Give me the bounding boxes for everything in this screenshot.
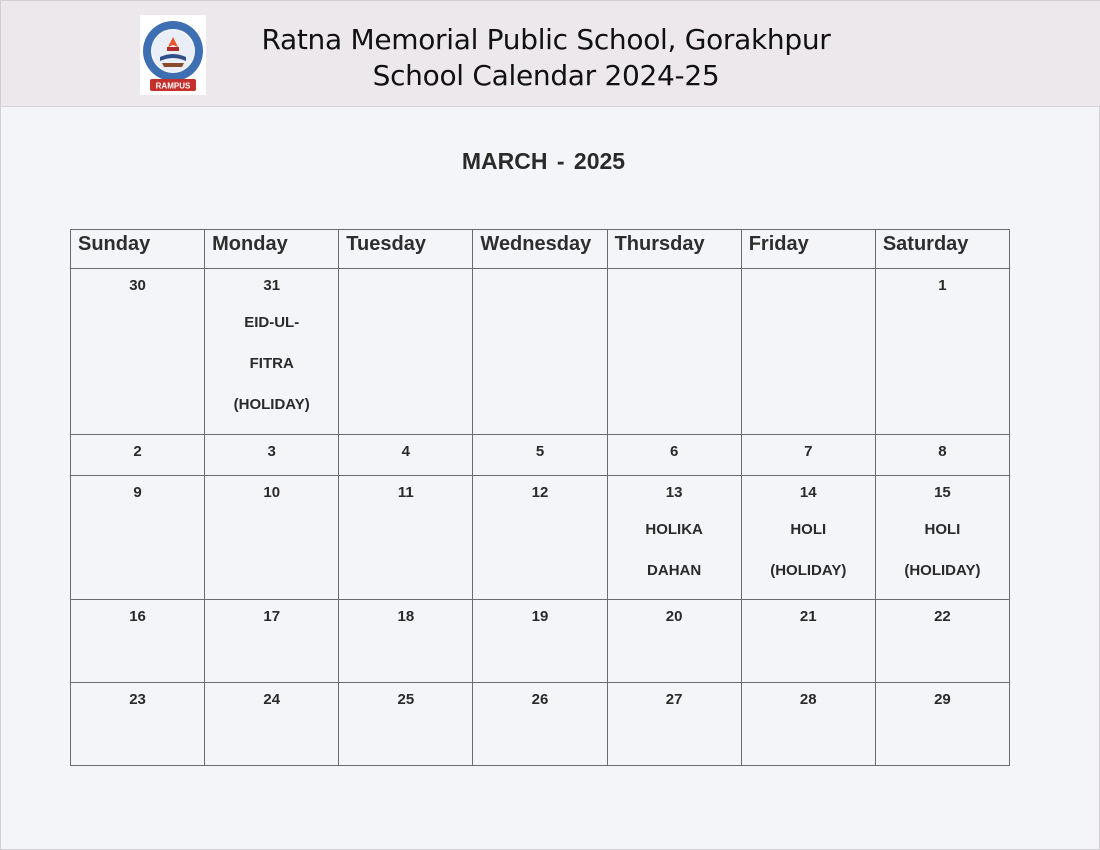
weekday-friday: Friday bbox=[741, 230, 875, 269]
day-cell bbox=[607, 269, 741, 435]
day-cell bbox=[339, 435, 473, 476]
day-cell bbox=[741, 269, 875, 435]
school-name: Ratna Memorial Public School, Gorakhpur bbox=[261, 23, 831, 56]
day-number: 13 bbox=[665, 484, 683, 501]
day-cell bbox=[473, 269, 607, 435]
day-number bbox=[473, 269, 606, 277]
event-text: (HOLIDAY) bbox=[233, 396, 310, 413]
weekday-thursday: Thursday bbox=[607, 230, 741, 269]
week-row bbox=[71, 476, 1010, 600]
day-number: 10 bbox=[263, 484, 281, 501]
day-cell bbox=[473, 476, 607, 600]
calendar-title: School Calendar 2024-25 bbox=[372, 59, 720, 92]
weekday-wednesday: Wednesday bbox=[473, 230, 607, 269]
week-row bbox=[71, 683, 1010, 766]
day-number: 3 bbox=[267, 443, 276, 460]
day-number: 5 bbox=[535, 443, 545, 460]
weekday-tuesday: Tuesday bbox=[339, 230, 473, 269]
logo-label: RAMPUS bbox=[155, 81, 191, 91]
day-number: 17 bbox=[263, 608, 281, 625]
day-number: 24 bbox=[263, 691, 281, 708]
event-text: FITRA bbox=[249, 355, 294, 372]
day-number: 21 bbox=[799, 608, 817, 625]
day-number: 26 bbox=[531, 691, 549, 708]
day-number: 7 bbox=[804, 443, 813, 460]
weekday-monday: Monday bbox=[205, 230, 339, 269]
day-cell bbox=[741, 476, 875, 600]
weekday-header-row bbox=[71, 230, 1010, 269]
day-number: 12 bbox=[531, 484, 549, 501]
day-number: 16 bbox=[129, 608, 146, 625]
day-number: 9 bbox=[133, 484, 142, 501]
day-number: 28 bbox=[799, 691, 817, 708]
day-cell bbox=[473, 435, 607, 476]
day-number: 8 bbox=[938, 443, 947, 460]
day-cell bbox=[473, 683, 607, 766]
event-text: DAHAN bbox=[647, 562, 702, 579]
day-number: 20 bbox=[665, 608, 683, 625]
day-cell bbox=[741, 600, 875, 683]
day-number bbox=[339, 269, 472, 277]
day-cell bbox=[875, 600, 1009, 683]
day-cell bbox=[607, 435, 741, 476]
day-cell bbox=[71, 683, 205, 766]
day-number: 25 bbox=[397, 691, 415, 708]
day-number: 1 bbox=[938, 277, 947, 294]
day-cell bbox=[875, 269, 1009, 435]
day-cell bbox=[205, 600, 339, 683]
day-number: 15 bbox=[934, 484, 951, 501]
day-cell bbox=[205, 269, 339, 435]
page-header bbox=[1, 1, 1100, 107]
day-number bbox=[608, 269, 741, 277]
day-cell bbox=[339, 683, 473, 766]
day-number: 22 bbox=[934, 608, 951, 625]
event-text: (HOLIDAY) bbox=[904, 562, 981, 579]
day-number: 4 bbox=[401, 443, 411, 460]
week-row bbox=[71, 435, 1010, 476]
day-number bbox=[742, 269, 875, 277]
weekday-sunday: Sunday bbox=[71, 230, 205, 269]
day-number: 2 bbox=[133, 443, 142, 460]
day-number: 31 bbox=[263, 277, 281, 294]
day-cell bbox=[741, 683, 875, 766]
day-cell bbox=[205, 476, 339, 600]
event-text: EID-UL- bbox=[244, 314, 300, 331]
day-number: 6 bbox=[669, 443, 679, 460]
day-cell bbox=[339, 476, 473, 600]
event-text: HOLI bbox=[790, 521, 827, 538]
month-title: MARCH - 2025 bbox=[461, 148, 626, 174]
calendar-table bbox=[70, 229, 1010, 766]
day-cell bbox=[71, 600, 205, 683]
day-number: 23 bbox=[129, 691, 146, 708]
day-number: 29 bbox=[934, 691, 951, 708]
day-cell bbox=[71, 435, 205, 476]
day-cell bbox=[71, 476, 205, 600]
school-logo bbox=[140, 15, 206, 95]
event-text: HOLI bbox=[924, 521, 961, 538]
day-cell bbox=[607, 476, 741, 600]
day-number: 30 bbox=[129, 277, 146, 294]
day-number: 18 bbox=[397, 608, 415, 625]
day-number: 14 bbox=[799, 484, 817, 501]
week-row bbox=[71, 600, 1010, 683]
day-cell bbox=[473, 600, 607, 683]
day-cell bbox=[205, 435, 339, 476]
day-cell bbox=[205, 683, 339, 766]
calendar-grid bbox=[70, 229, 1010, 766]
day-cell bbox=[71, 269, 205, 435]
day-cell bbox=[607, 600, 741, 683]
day-cell bbox=[741, 435, 875, 476]
week-row bbox=[71, 269, 1010, 435]
day-cell bbox=[875, 683, 1009, 766]
event-text: HOLIKA bbox=[645, 521, 703, 538]
day-cell bbox=[875, 435, 1009, 476]
day-cell bbox=[607, 683, 741, 766]
day-number: 11 bbox=[397, 484, 414, 501]
day-number: 19 bbox=[531, 608, 549, 625]
event-text: (HOLIDAY) bbox=[770, 562, 847, 579]
day-cell bbox=[875, 476, 1009, 600]
weekday-saturday: Saturday bbox=[875, 230, 1009, 269]
day-cell bbox=[339, 600, 473, 683]
day-number: 27 bbox=[665, 691, 683, 708]
day-cell bbox=[339, 269, 473, 435]
